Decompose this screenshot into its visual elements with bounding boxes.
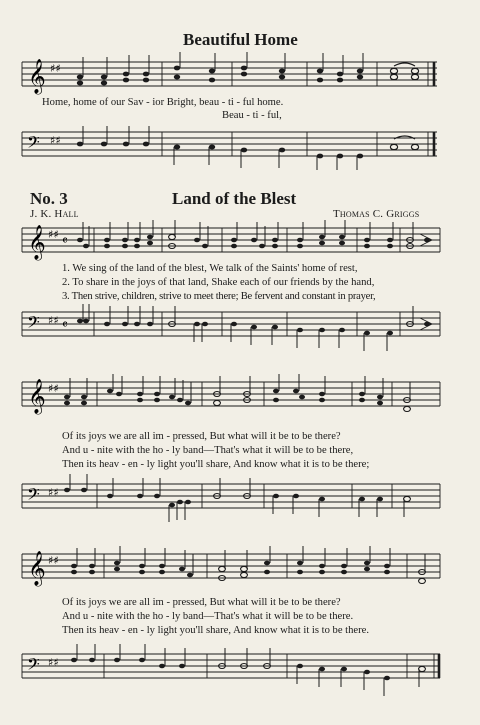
hymn-title-land-of-the-blest: Land of the Blest	[172, 189, 297, 208]
staff-system1-treble	[22, 218, 447, 264]
svg-text:♯♯: ♯♯	[48, 486, 59, 499]
svg-text:𝄢: 𝄢	[27, 654, 40, 678]
svg-text:𝄢: 𝄢	[27, 132, 40, 156]
svg-text:𝄴: 𝄴	[62, 234, 68, 249]
lyricist-credit: J. K. Hall	[30, 208, 79, 220]
lyric-line: Home, home of our Sav - ior Bright, beau - ti - ful home.	[42, 97, 284, 108]
svg-text:♯♯: ♯♯	[50, 62, 61, 75]
verse-2-line-b: And u - nite with the ho - ly band—That's what it will be to be there,	[62, 445, 354, 456]
svg-text:♯♯: ♯♯	[48, 554, 59, 567]
staff-system3-treble	[22, 544, 447, 594]
svg-text:𝄞: 𝄞	[28, 59, 46, 94]
staff-system2-treble	[22, 372, 447, 422]
composer-credit: Thomas C. Griggs	[333, 208, 420, 220]
verse-2-line-a: 2. To share in the joys of that land, Shake each of our friends by the hand,	[62, 277, 375, 288]
svg-text:♯♯: ♯♯	[50, 134, 61, 147]
verse-3-line-b: Then its heav - en - ly light you'll share, And know what it is to be there;	[62, 459, 370, 470]
svg-text:𝄞: 𝄞	[28, 225, 46, 260]
verse-2-line-c: And u - nite with the ho - ly band—That's what it will be to be there.	[62, 611, 354, 622]
verse-1-line-a: 1. We sing of the land of the blest, We talk of the Saints' home of rest,	[62, 263, 358, 274]
staff-beautiful-home-bass	[22, 122, 447, 172]
verse-3-line-a: 3. Then strive, children, strive to meet there; Be fervent and constant in prayer,	[62, 291, 376, 302]
verse-1-line-b: Of its joys we are all im - pressed, But what will it be to be there?	[62, 431, 341, 442]
svg-text:♯♯: ♯♯	[48, 382, 59, 395]
svg-text:♯♯: ♯♯	[48, 656, 59, 669]
hymn-title-beautiful-home: Beautiful Home	[183, 30, 298, 49]
svg-text:𝄞: 𝄞	[28, 379, 46, 414]
verse-1-line-c: Of its joys we are all im - pressed, But what will it be to be there?	[62, 597, 341, 608]
svg-text:♯♯: ♯♯	[48, 228, 59, 241]
svg-text:𝄢: 𝄢	[27, 484, 40, 508]
staff-beautiful-home-treble	[22, 52, 447, 98]
svg-text:♯♯: ♯♯	[48, 314, 59, 327]
verse-3-line-c: Then its heav - en - ly light you'll share, And know what it is to be there.	[62, 625, 370, 636]
lyric-echo: Beau - ti - ful,	[222, 110, 282, 121]
staff-system1-bass	[22, 302, 447, 354]
staff-system2-bass	[22, 474, 447, 528]
svg-text:𝄞: 𝄞	[28, 551, 46, 586]
svg-text:𝄢: 𝄢	[27, 312, 40, 336]
svg-text:𝄴: 𝄴	[62, 318, 68, 333]
hymn-number: No. 3	[30, 189, 68, 208]
staff-system3-bass	[22, 644, 447, 704]
